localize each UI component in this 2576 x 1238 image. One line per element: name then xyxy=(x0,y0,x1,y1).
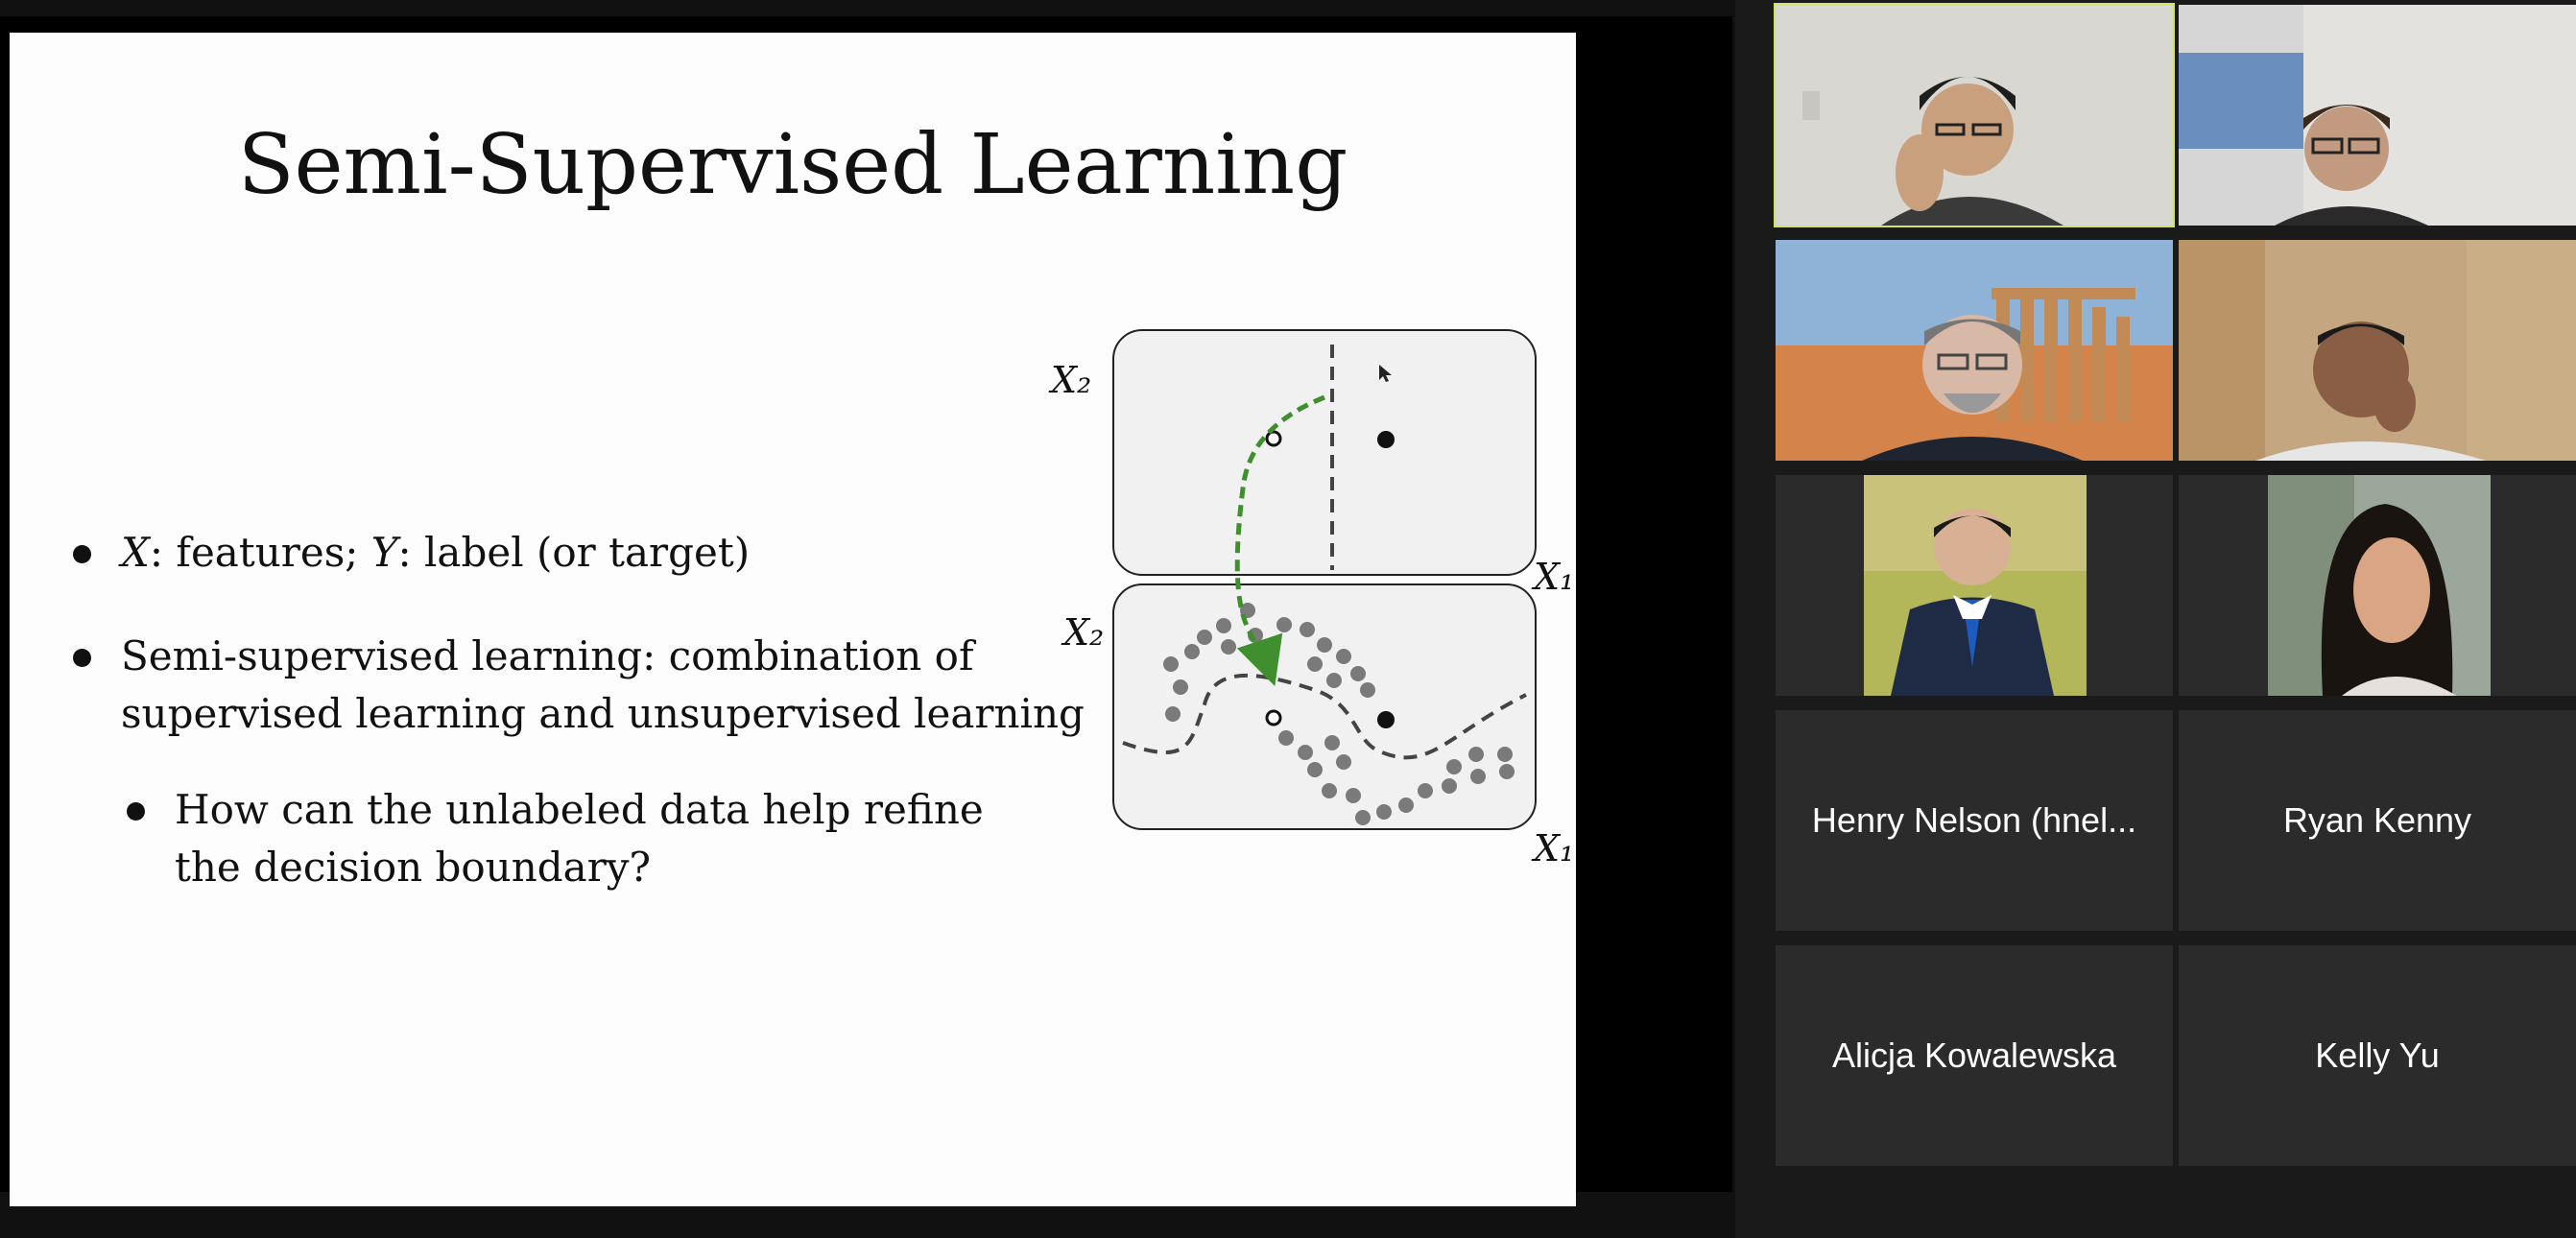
bullet-line: supervised learning and unsupervised learning xyxy=(121,690,1085,737)
bullet-line: the decision boundary? xyxy=(175,844,652,891)
labeled-point-filled xyxy=(1377,431,1395,448)
var-y: Y xyxy=(370,529,398,576)
bullet-semi-supervised xyxy=(121,628,1100,743)
participant-name-tile[interactable] xyxy=(2179,945,2576,1166)
bullet-text: : label (or target) xyxy=(397,529,751,576)
participant-photo-tile[interactable] xyxy=(2179,475,2576,696)
video-feed xyxy=(2179,5,2576,226)
labeled-point-open xyxy=(1267,711,1280,725)
slide-title: Semi-Supervised Learning xyxy=(237,117,1348,213)
participant-gallery xyxy=(1766,0,2555,1238)
top-panel xyxy=(1113,330,1536,575)
labeled-point-open xyxy=(1267,432,1280,445)
participant-video-tile[interactable] xyxy=(1776,240,2173,461)
participant-video-tile[interactable] xyxy=(1776,5,2173,226)
participant-video-tile[interactable] xyxy=(2179,5,2576,226)
profile-photo xyxy=(2179,475,2576,696)
bottom-x-label: X₁ xyxy=(1534,827,1575,869)
bullet-dot xyxy=(127,802,145,821)
video-feed xyxy=(1776,5,2173,226)
bullet-features-label xyxy=(121,524,750,582)
labeled-point-filled xyxy=(1377,711,1395,728)
bullet-line: How can the unlabeled data help refine xyxy=(175,786,984,833)
participant-video-tile[interactable] xyxy=(2179,240,2576,461)
sub-bullet-question xyxy=(175,781,1067,896)
participant-name-tile[interactable] xyxy=(1776,945,2173,1166)
participant-name: Kelly Yu xyxy=(2315,1036,2440,1075)
participant-name-tile[interactable] xyxy=(1776,710,2173,931)
video-feed xyxy=(2179,240,2576,461)
var-x: X xyxy=(121,529,150,576)
slide-frame xyxy=(0,16,1732,1192)
bullet-text: : features; xyxy=(149,529,371,576)
top-x-label: X₁ xyxy=(1534,556,1575,598)
participant-name: Ryan Kenny xyxy=(2282,800,2472,840)
bullet-dot xyxy=(73,545,91,563)
bottom-y-label: X₂ xyxy=(1063,611,1105,654)
bullet-line: Semi-supervised learning: combination of xyxy=(121,632,974,679)
participant-name: Henry Nelson (hnel... xyxy=(1811,800,2137,840)
participant-photo-tile[interactable] xyxy=(1776,475,2173,696)
decision-boundary-diagram xyxy=(1027,311,1575,887)
video-feed xyxy=(1776,240,2173,461)
presentation-slide xyxy=(10,33,1576,1206)
top-y-label: X₂ xyxy=(1051,359,1092,401)
participant-name-tile[interactable] xyxy=(2179,710,2576,931)
bullet-dot xyxy=(73,649,91,667)
participant-name: Alicja Kowalewska xyxy=(1831,1036,2117,1075)
profile-photo xyxy=(1776,475,2173,696)
